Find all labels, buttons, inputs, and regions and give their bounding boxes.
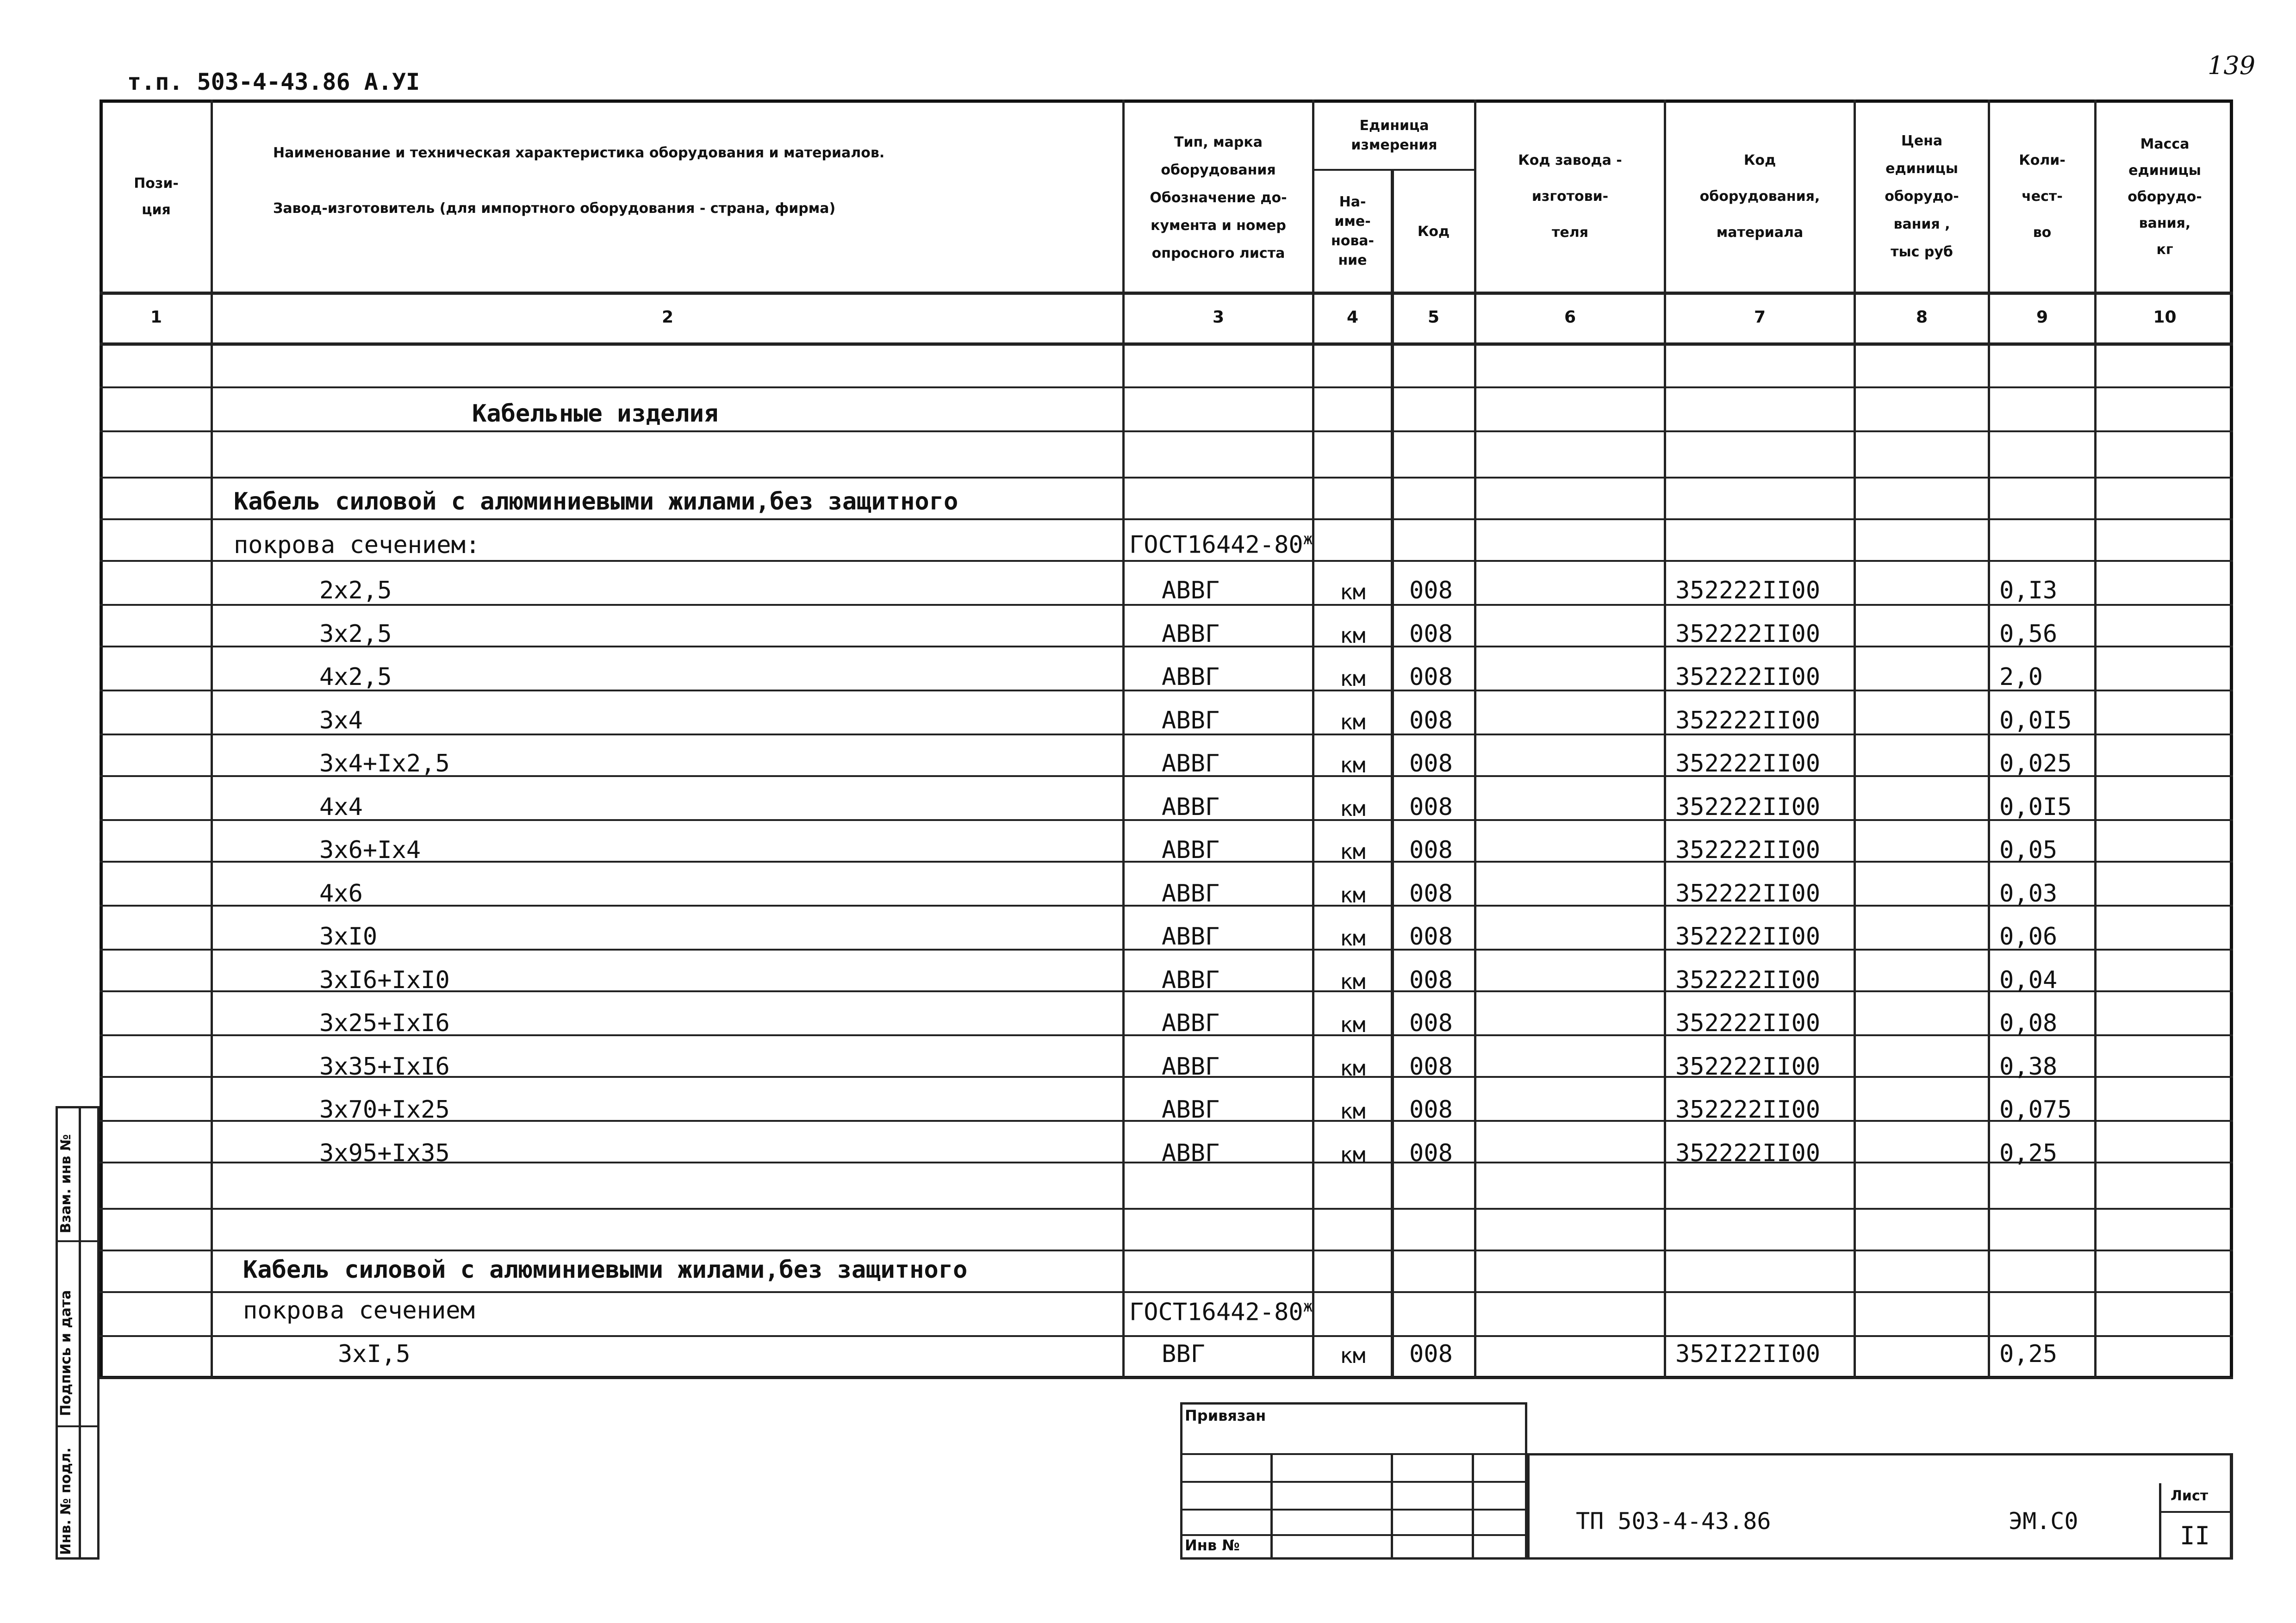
item-unit: км (1340, 752, 1366, 777)
group2-item-code: 008 (1409, 1340, 1453, 1368)
item-type: АВВГ (1162, 620, 1220, 648)
item-name: 3х95+Iх35 (319, 1139, 450, 1167)
group2-item-unit: км (1340, 1343, 1366, 1368)
item-type: АВВГ (1162, 879, 1220, 908)
title-block (1527, 1453, 2233, 1560)
item-material: 352222II00 (1675, 1052, 1821, 1081)
title-doc-code: ТП 503-4-43.86 (1576, 1508, 1771, 1535)
stamp-line-4 (1180, 1534, 1527, 1536)
side-strip-divider (79, 1106, 81, 1560)
row-separator (100, 1335, 2233, 1337)
item-unit: км (1340, 579, 1366, 604)
item-type: АВВГ (1162, 836, 1220, 864)
side-strip-line-2 (56, 1425, 100, 1427)
item-material: 352222II00 (1675, 923, 1821, 951)
colnum-9: 9 (2036, 308, 2048, 327)
item-type: АВВГ (1162, 663, 1220, 691)
header-type: Тип, марка оборудования Обозначение до- кумента и номер опросного листа (1150, 134, 1287, 261)
col-line-4 (1391, 169, 1394, 1379)
item-code: 008 (1409, 966, 1453, 994)
group1-standard: $ГОСТ16442-80^ж$ (1129, 530, 1313, 559)
section-title: Кабельные изделия (472, 400, 719, 428)
item-unit: км (1340, 882, 1366, 908)
stamp-privyazan: Привязан (1185, 1407, 1266, 1424)
sheet-number: II (2180, 1521, 2210, 1550)
item-material: 352222II00 (1675, 1009, 1821, 1037)
row-separator (100, 518, 2233, 520)
item-material: 352222II00 (1675, 1096, 1821, 1124)
item-code: 008 (1409, 793, 1453, 821)
item-quantity: 0,05 (1999, 836, 2058, 864)
colnum-4: 4 (1346, 308, 1359, 327)
header-unit: Единица измерения (1351, 117, 1437, 153)
header-unit-code: Код (1417, 223, 1450, 240)
stamp-vline-1 (1270, 1453, 1273, 1560)
header-name-line2: Завод-изготовитель (для импортного оборудования - страна, фирма) (273, 200, 836, 217)
item-material: 352222II00 (1675, 620, 1821, 648)
colnum-5: 5 (1427, 308, 1440, 327)
row-separator (100, 560, 2233, 562)
stamp-line-3 (1180, 1509, 1527, 1511)
item-name: 4х2,5 (319, 663, 392, 691)
item-material: 352222II00 (1675, 879, 1821, 908)
item-unit: км (1340, 1055, 1366, 1081)
header-name-line1: Наименование и техническая характеристика оборудования и материалов. (273, 144, 885, 161)
row-separator (100, 430, 2233, 432)
item-quantity: 0,25 (1999, 1139, 2058, 1167)
sheet-cell-line (2159, 1511, 2233, 1513)
group2-item-qty: 0,25 (1999, 1340, 2058, 1368)
stamp-top-line (111, 1377, 2233, 1379)
side-label-vzam: Взам. инв № (58, 1134, 74, 1233)
header-unit-name: На- име- нова- ние (1331, 194, 1375, 268)
group2-standard: $ГОСТ16442-80^ж$ (1129, 1297, 1313, 1326)
item-quantity: 0,56 (1999, 620, 2058, 648)
colnum-7: 7 (1754, 308, 1766, 327)
item-name: 3х4+Iх2,5 (319, 750, 450, 777)
item-unit: км (1340, 1142, 1366, 1167)
item-quantity: 0,I3 (1999, 577, 2058, 604)
item-unit: км (1340, 969, 1366, 994)
item-material: 352222II00 (1675, 1139, 1821, 1167)
row-separator (100, 1250, 2233, 1251)
header-material-code: Код оборудования, материала (1699, 152, 1820, 241)
item-code: 008 (1409, 750, 1453, 777)
item-code: 008 (1409, 1096, 1453, 1124)
item-type: АВВГ (1162, 793, 1220, 821)
item-code: 008 (1409, 663, 1453, 691)
item-quantity: 0,025 (1999, 750, 2072, 777)
item-quantity: 0,03 (1999, 879, 2058, 908)
header-plant-code: Код завода - изготови- теля (1518, 152, 1622, 241)
item-unit: км (1340, 1012, 1366, 1037)
row-separator (100, 477, 2233, 479)
item-type: АВВГ (1162, 577, 1220, 604)
item-code: 008 (1409, 879, 1453, 908)
item-material: 352222II00 (1675, 836, 1821, 864)
row-separator (100, 386, 2233, 388)
item-unit: км (1340, 926, 1366, 951)
item-code: 008 (1409, 1052, 1453, 1081)
item-type: АВВГ (1162, 966, 1220, 994)
item-name: 3х70+Iх25 (319, 1096, 450, 1124)
stamp-vline-3 (1472, 1453, 1474, 1560)
item-quantity: 0,0I5 (1999, 706, 2072, 734)
side-label-podpis: Подпись и дата (58, 1290, 74, 1416)
colnum-8: 8 (1916, 308, 1928, 327)
item-code: 008 (1409, 1139, 1453, 1167)
colnum-6: 6 (1564, 308, 1576, 327)
colnum-1: 1 (150, 308, 162, 327)
item-unit: км (1340, 622, 1366, 648)
item-code: 008 (1409, 923, 1453, 951)
group2-line1: Кабель силовой с алюминиевыми жилами,без защитного (243, 1256, 968, 1284)
colnum-2: 2 (661, 308, 674, 327)
side-label-inv-podl: Инв. № подл. (58, 1447, 74, 1555)
item-name: 3хI6+IхI0 (319, 966, 450, 994)
side-strip-line-1 (56, 1240, 100, 1242)
stamp-inv-no: Инв № (1185, 1536, 1240, 1554)
group1-line1: Кабель силовой с алюминиевыми жилами,без защитного (234, 488, 958, 516)
group2-item-material: 352I22II00 (1675, 1340, 1821, 1368)
row-separator (100, 1291, 2233, 1293)
item-unit: км (1340, 666, 1366, 691)
item-type: АВВГ (1162, 750, 1220, 777)
group2-line2: покрова сечением (243, 1297, 475, 1325)
sheet-label: Лист (2171, 1488, 2209, 1504)
header-price: Цена единицы оборудо- вания , тыс руб (1885, 133, 1959, 260)
item-material: 352222II00 (1675, 750, 1821, 777)
item-name: 3х35+IхI6 (319, 1052, 450, 1081)
item-name: 3х2,5 (319, 620, 392, 648)
unit-sub-line (1312, 169, 1474, 171)
item-quantity: 2,0 (1999, 663, 2043, 691)
document-reference: т.п. 503-4-43.86 А.УІ (127, 68, 420, 95)
group2-item-type: ВВГ (1162, 1340, 1205, 1368)
item-type: АВВГ (1162, 1139, 1220, 1167)
item-quantity: 0,06 (1999, 923, 2058, 951)
item-code: 008 (1409, 836, 1453, 864)
item-quantity: 0,075 (1999, 1096, 2072, 1124)
item-code: 008 (1409, 577, 1453, 604)
header-position: Пози- ция (134, 175, 179, 218)
item-unit: км (1340, 1099, 1366, 1124)
header-quantity: Коли- чест- во (2019, 152, 2066, 241)
group1-line2: покрова сечением: (234, 531, 480, 559)
item-material: 352222II00 (1675, 793, 1821, 821)
item-unit: км (1340, 839, 1366, 864)
item-name: 4х4 (319, 793, 363, 821)
colnum-10: 10 (2153, 308, 2177, 327)
item-quantity: 0,04 (1999, 966, 2058, 994)
item-name: 3х4 (319, 706, 363, 734)
item-name: 4х6 (319, 879, 363, 908)
group2-item-name: 3хI,5 (338, 1340, 411, 1368)
item-type: АВВГ (1162, 1096, 1220, 1124)
item-quantity: 0,38 (1999, 1052, 2058, 1081)
page-number: 139 (2208, 51, 2256, 80)
item-type: АВВГ (1162, 706, 1220, 734)
item-material: 352222II00 (1675, 706, 1821, 734)
item-type: АВВГ (1162, 923, 1220, 951)
item-material: 352222II00 (1675, 663, 1821, 691)
item-type: АВВГ (1162, 1009, 1220, 1037)
row-separator (100, 1208, 2233, 1210)
item-quantity: 0,08 (1999, 1009, 2058, 1037)
item-code: 008 (1409, 706, 1453, 734)
item-quantity: 0,0I5 (1999, 793, 2072, 821)
item-name: 3хI0 (319, 923, 378, 951)
item-unit: км (1340, 796, 1366, 821)
stamp-line-2 (1180, 1481, 1527, 1483)
title-sheet-code: ЭМ.С0 (2009, 1508, 2078, 1535)
item-code: 008 (1409, 620, 1453, 648)
stamp-line-1 (1180, 1453, 1527, 1455)
item-name: 3х6+Iх4 (319, 836, 421, 864)
item-unit: км (1340, 709, 1366, 734)
colnum-3: 3 (1212, 308, 1225, 327)
item-name: 2х2,5 (319, 577, 392, 604)
header-bottom-line (100, 292, 2233, 295)
item-material: 352222II00 (1675, 966, 1821, 994)
item-material: 352222II00 (1675, 577, 1821, 604)
item-name: 3х25+IхI6 (319, 1009, 450, 1037)
colnum-bottom-line (100, 342, 2233, 346)
header-mass: Масса единицы оборудо- вания, кг (2128, 136, 2202, 258)
item-code: 008 (1409, 1009, 1453, 1037)
stamp-vline-2 (1391, 1453, 1393, 1560)
item-type: АВВГ (1162, 1052, 1220, 1081)
